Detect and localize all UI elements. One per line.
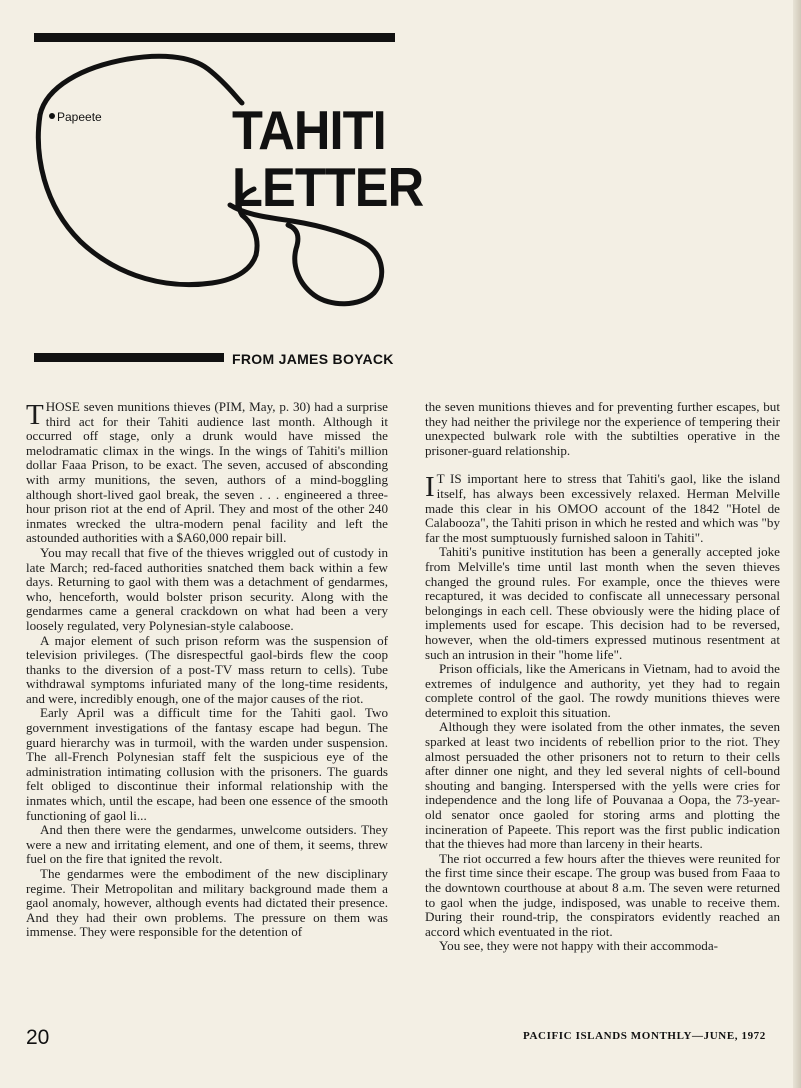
top-rule xyxy=(34,33,395,42)
paragraph-text: And then there were the gendarmes, unwelcome outsiders. They were a new and irritating element, and one of them, it seems, threw fuel on the fire that ignited the revolt. xyxy=(26,822,388,867)
article-paragraph xyxy=(26,823,388,867)
article-paragraph xyxy=(425,545,780,662)
paragraph-text: A major element of such prison reform was the suspension of television privileges. (The disrespectful gaol-birds flew the coop thanks to the diversion of a post-TV mass return to cells). Tube withdrawal symptoms infuriated many of the long-time residents, and were, incredibly enough, one of the major causes of the riot. xyxy=(26,632,388,706)
paragraph-text: The gendarmes were the embodiment of the new disciplinary regime. Their Metropolitan and military background made them a gaol anomaly, however, although events had dictated their presence. And they had their own problems. The pressure on them was immense. They were responsible for the detention of xyxy=(26,866,388,940)
article-column-right xyxy=(425,400,780,954)
article-paragraph xyxy=(26,706,388,823)
page-edge xyxy=(793,0,801,1088)
paragraph-text: You may recall that five of the thieves wriggled out of custody in late March; red-faced authorities snatched them back within a few days. Returning to gaol with them was a detachment of gendarmes, who, henceforth, would bolster prison security. Along with the gendarmes came a general crackdown on what had been a very loosely regulated, very Polynesian-style calaboose. xyxy=(26,544,388,633)
article-paragraph xyxy=(425,662,780,720)
article-paragraph xyxy=(425,400,780,458)
article-paragraph xyxy=(425,939,780,954)
article-paragraph xyxy=(26,634,388,707)
article-paragraph xyxy=(425,472,780,545)
paragraph-text: HOSE seven munitions thieves (PIM, May, p. 30) had a surprise third act for their Tahiti audience last month. Although it occurred off stage, only a drunk would have missed the melodramatic climax in the wings. In the wings of Tahiti's million dollar Faaa Prison, to be exact. The seven, accused of absconding with army munitions, the seven, authors of a mind-boggling although short-lived gaol break, the seven . . . engineered a three-hour prison riot at the end of April. They and most of the other 240 inmates wrecked the ultra-modern penal facility and left the astounded authorities with a $A60,000 repair bill. xyxy=(26,399,388,546)
article-paragraph xyxy=(425,720,780,851)
drop-cap: I xyxy=(425,471,435,504)
paragraph-text: Early April was a difficult time for the Tahiti gaol. Two government investigations of the fantasy escape had begun. The guard hierarchy was in turmoil, with the warden under suspension. The all-French Polynesian staff felt the suspicious eye of the administration intimating collusion with the prisoners. The guards felt obliged to discontinue their informal relationship with the inmates which, until the escape, had been one essence of the smooth functioning of gaol li... xyxy=(26,705,388,823)
paragraph-text: Tahiti's punitive institution has been a generally accepted joke from Melville's time until last month when the seven thieves changed the ground rules. For example, once the thieves were recaptured, it was decided to confiscate all unnecessary personal belongings in each cell. These obviously were the hiding place of implements used for escape. This decision had to be reversed, however, when the old-timers expressed mutinous resentment at such an intrusion in their "home life". xyxy=(425,544,780,662)
paragraph-text: You see, they were not happy with their accommoda- xyxy=(439,938,719,954)
paragraph-text: Although they were isolated from the other inmates, the seven sparked at least two incidents of rebellion prior to the riot. They almost persuaded the other prisoners not to return to their cells after dinner one night, and they led several nights of cell-bound shouting and banging. Interspersed with the yells were cries for independence and the long life of Pouvanaa a Oopa, the 73-year-old senator once gaoled for storing arms and plotting the incineration of Papeete. This report was the first public indication that the thieves had more than larceny in their hearts. xyxy=(425,719,780,852)
drop-cap: T xyxy=(26,399,44,431)
paragraph-text: T IS important here to stress that Tahiti's gaol, like the island itself, has always been excessively relaxed. Herman Melville made this clear in his OMOO account of the 1842 "Hotel de Calabooza", the Tahiti prison in which he rested and which was "by far the most sumptuously furnished saloon in Tahiti". xyxy=(425,471,780,545)
paragraph-text: the seven munitions thieves and for preventing further escapes, but they had neither the privilege nor the experience of tempering their unexpected bulwark role with the subtilties operative in the prisoner-guard relationship. xyxy=(425,399,780,458)
paragraph-text: The riot occurred a few hours after the thieves were reunited for the first time since their escape. The group was bused from Faaa to the downtown courthouse at about 8 a.m. The seven were returned to gaol when the judge, indisposed, was unable to receive them. During their round-trip, the conspirators evidently reached an accord which eventuated in the riot. xyxy=(425,850,780,939)
byline: FROM JAMES BOYACK xyxy=(232,351,394,367)
article-paragraph xyxy=(26,400,388,546)
article-column-left xyxy=(26,400,388,940)
page-number: 20 xyxy=(26,1026,50,1049)
article-paragraph xyxy=(26,867,388,940)
map-label-papeete: Papeete xyxy=(57,110,102,124)
running-footer: PACIFIC ISLANDS MONTHLY—JUNE, 1972 xyxy=(523,1030,766,1042)
papeete-dot-icon xyxy=(49,113,55,119)
article-title-line-2: LETTER xyxy=(232,156,424,218)
byline-rule xyxy=(34,353,224,362)
article-title-line-1: TAHITI xyxy=(232,99,386,161)
paragraph-text: Prison officials, like the Americans in Vietnam, had to avoid the extremes of indulgence and authority, yet they had to regain complete control of the gaol. The rowdy munitions thieves were determined to exploit this situation. xyxy=(425,661,780,720)
article-paragraph xyxy=(425,852,780,940)
article-paragraph xyxy=(26,546,388,634)
